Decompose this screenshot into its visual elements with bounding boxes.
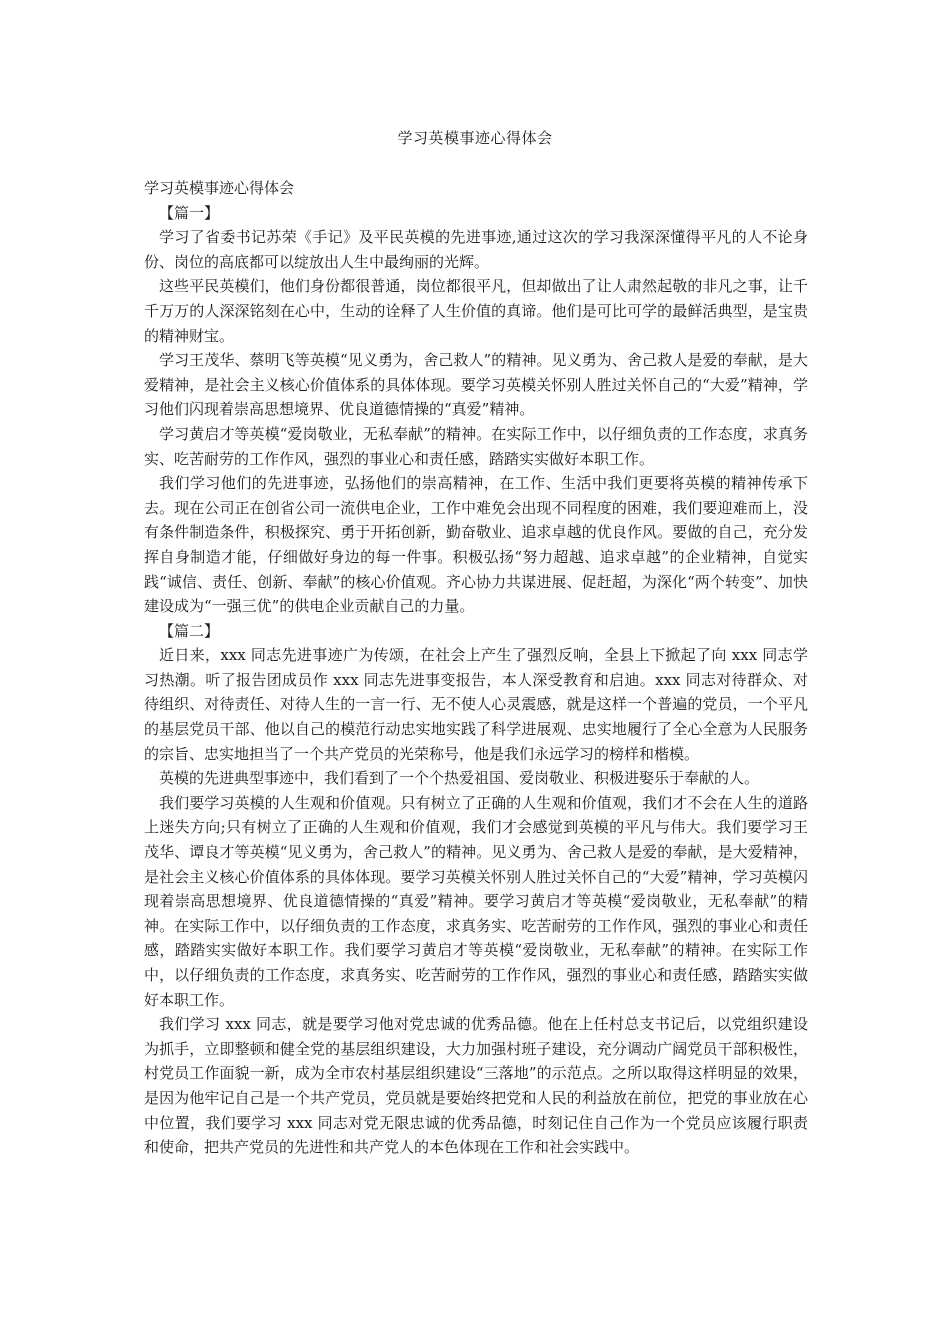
paragraph: 这些平民英模们，他们身份都很普通，岗位都很平凡，但却做出了让人肃然起敬的非凡之事，让千千万万的人深深铭刻在心中，生动的诠释了人生价值的真谛。他们是可比可学的最鲜活典型，是宝贵的精神财宝。 xyxy=(144,277,808,345)
document-title: 学习英模事迹心得体会 xyxy=(397,129,553,147)
document-body xyxy=(144,176,808,1160)
paragraph: 我们学习他们的先进事迹，弘扬他们的崇高精神，在工作、生活中我们更要将英模的精神传承下去。现在公司正在创省公司一流供电企业，工作中难免会出现不同程度的困难，我们要迎难而上，没有条件制造条件，积极探究、勇于开拓创新，勤奋敬业、追求卓越的优良作风。要做的自己，充分发挥自身制造才能，仔细做好身边的每一件事。积极弘扬“努力超越、追求卓越”的企业精神，自觉实践“诚信、责任、创新、奉献”的核心价值观。齐心协力共谋进展、促赶超，为深化“两个转变”、加快建设成为“一强三优”的供电企业贡献自己的力量。 xyxy=(144,474,808,616)
section-heading: 【篇二】 xyxy=(159,621,220,640)
section-heading: 【篇一】 xyxy=(159,203,220,222)
paragraph: 英模的先进典型事迹中，我们看到了一个个热爱祖国、爱岗敬业、积极进娶乐于奉献的人。 xyxy=(159,769,760,788)
paragraph: 学习黄启才等英模“爱岗敬业，无私奉献”的精神。在实际工作中，以仔细负责的工作态度，求真务实、吃苦耐劳的工作作风，强烈的事业心和责任感，踏踏实实做好本职工作。 xyxy=(144,424,808,468)
paragraph: 学习了省委书记苏荣《手记》及平民英模的先进事迹,通过这次的学习我深深懂得平凡的人不论身份、岗位的高底都可以绽放出人生中最绚丽的光辉。 xyxy=(144,228,808,271)
document-subtitle: 学习英模事迹心得体会 xyxy=(144,179,295,197)
paragraph: 学习王茂华、蔡明飞等英模“见义勇为，舍己救人”的精神。见义勇为、舍己救人是爱的奉献，是大爱精神，是社会主义核心价值体系的具体体现。要学习英模关怀别人胜过关怀自己的“大爱”精神，学习他们闪现着崇高思想境界、优良道德情操的“真爱”精神。 xyxy=(144,351,808,419)
paragraph: 我们学习 xxx 同志，就是要学习他对党忠诚的优秀品德。他在上任村总支书记后，以党组织建设为抓手，立即整顿和健全党的基层组织建设，大力加强村班子建设，充分调动广阔党员干部积极性，村党员工作面貌一新，成为全市农村基层组织建设“三落地”的示范点。之所以取得这样明显的效果，是因为他牢记自己是一个共产党员，党员就是要始终把党和人民的利益放在前位，把党的事业放在心中位置，我们要学习 xxx 同志对党无限忠诚的优秀品德，时刻记住自己作为一个党员应该履行职责和使命，把共产党员的先进性和共产党人的本色体现在工作和社会实践中。 xyxy=(144,1015,808,1157)
section-1 xyxy=(144,201,808,619)
paragraph: 近日来，xxx 同志先进事迹广为传颂，在社会上产生了强烈反响，全县上下掀起了向 xxx 同志学习热潮。听了报告团成员作 xxx 同志先进事变报告，本人深受教育和启迪。xxx 同志对待群众、对待组织、对待责任、对待人生的一言一行、无不使人心灵震感，就是这样一个普遍的党员，一个平凡的基层党员干部、他以自己的模范行动忠实地实践了科学进展观、忠实地履行了全心全意为人民服务的宗旨、忠实地担当了一个共产党员的光荣称号，他是我们永远学习的榜样和楷模。 xyxy=(144,646,808,763)
section-2 xyxy=(144,619,808,1160)
paragraph: 我们要学习英模的人生观和价值观。只有树立了正确的人生观和价值观，我们才不会在人生的道路上迷失方向;只有树立了正确的人生观和价值观，我们才会感觉到英模的平凡与伟大。我们要学习王茂华、谭良才等英模“见义勇为，舍己救人”的精神。见义勇为、舍己救人是爱的奉献，是大爱精神，是社会主义核心价值体系的具体体现。要学习英模关怀别人胜过关怀自己的“大爱”精神，学习英模闪现着崇高思想境界、优良道德情操的“真爱”精神。要学习黄启才等英模“爱岗敬业，无私奉献”的精神。在实际工作中，以仔细负责的工作态度，求真务实、吃苦耐劳的工作作风，强烈的事业心和责任感，踏踏实实做好本职工作。我们要学习黄启才等英模“爱岗敬业，无私奉献”的精神。在实际工作中，以仔细负责的工作态度，求真务实、吃苦耐劳的工作作风，强烈的事业心和责任感，踏踏实实做好本职工作。 xyxy=(144,793,808,1009)
